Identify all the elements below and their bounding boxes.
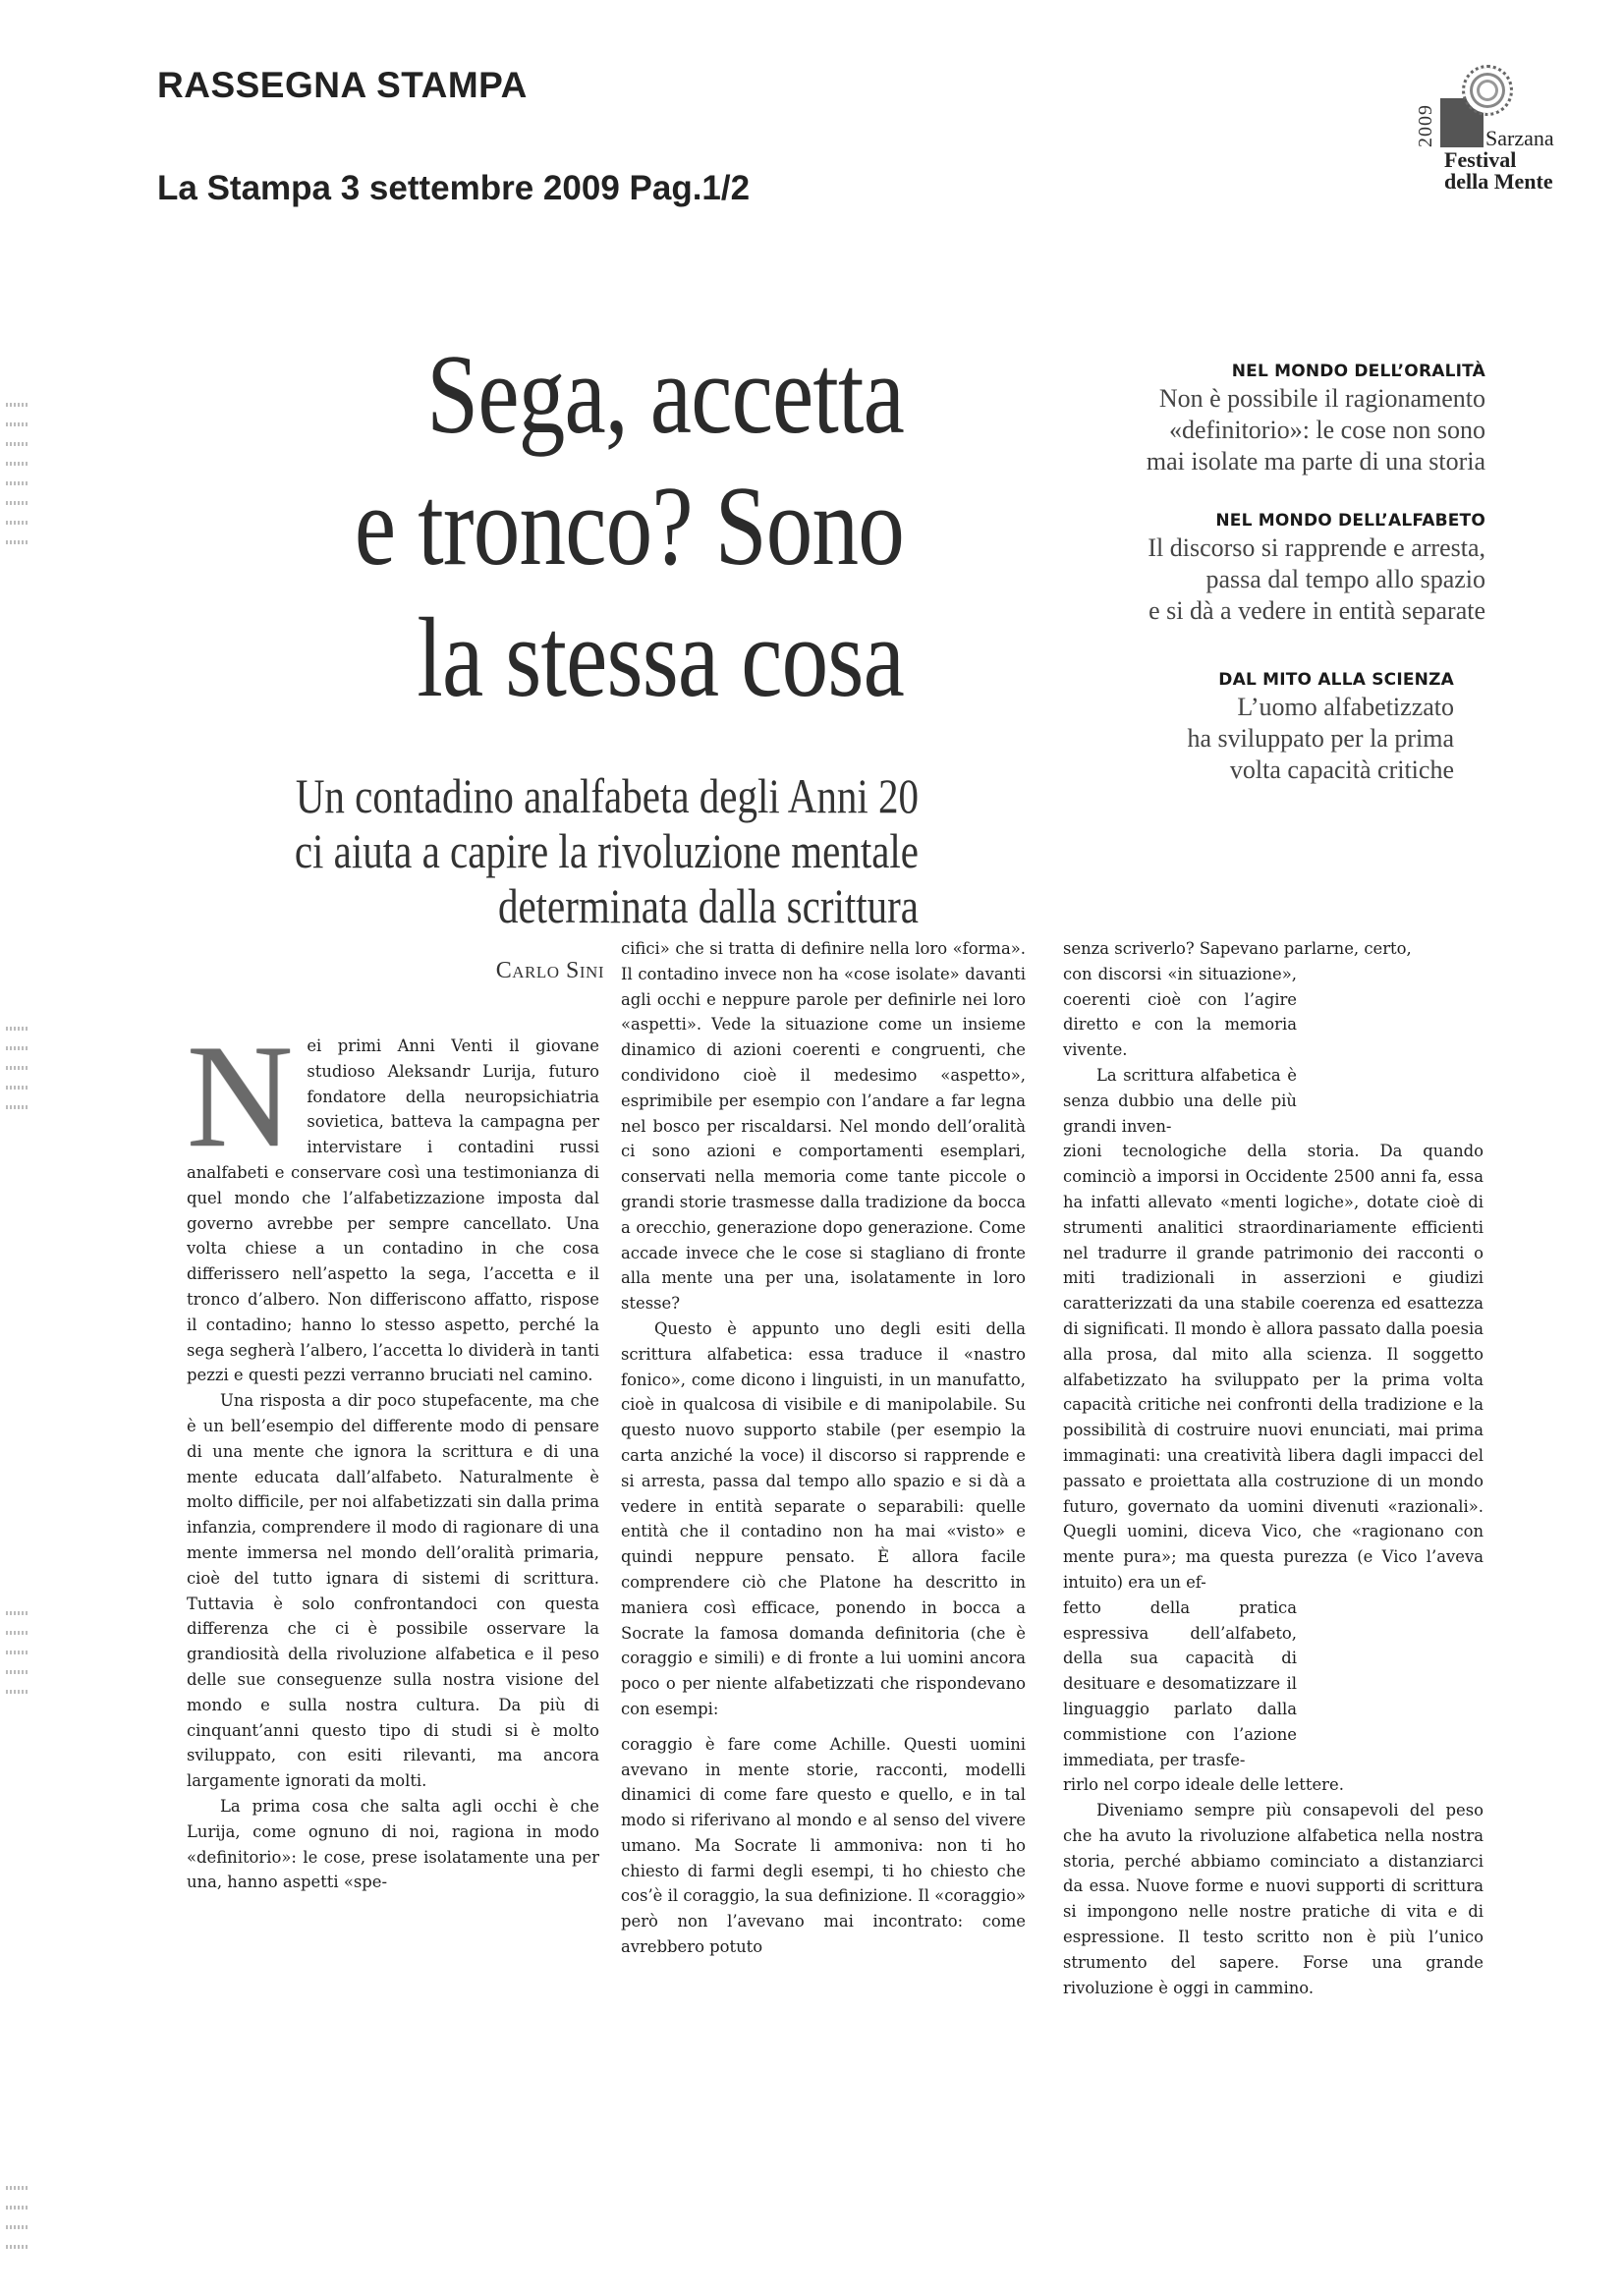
quote-text xyxy=(1081,383,1485,477)
paragraph-text: ei primi Anni Venti il giovane studioso Aleksandr Lurija, futuro fondatore della neuropsichiatria sovietica, batteva la campagna per intervistare i contadini russi analfabeti e conservare così una testimonianza di quel mondo che l’alfabetizzazione imposta dal governo avrebbe per sempre cancellato. Una volta chiese a un contadino in che cosa differissero nell’aspetto la sega, l’accetta e il tronco d’albero. Non differiscono affatto, rispose il contadino; hanno lo stesso aspetto, perché la sega segherà l’albero, l’accetta lo dividerà in tanti pezzi e questi pezzi verranno bruciati nel camino. xyxy=(187,1036,599,1385)
paragraph: fetto della pratica espressiva dell’alfabeto, della sua capacità di desituare e desomatizzare il linguaggio parlato dalla commistione con l’azione immediata, per trasfe- xyxy=(1063,1597,1297,1769)
quote-line: passa dal tempo allo spazio xyxy=(1205,565,1485,593)
paragraph: Una risposta a dir poco stupefacente, ma che è un bell’esempio del differente modo di pensare di una mente che ignora la scrittura e di una mente educata dall’alfabeto. Naturalmente è molto difficile, per noi alfabetizzati sin dalla prima infanzia, comprendere il modo di ragionare di una mente immersa nel mondo dell’oralità primaria, cioè del tutto ignara di sistemi di scrittura. Tuttavia è solo confrontandoci con questa differenza che ci è possibile osservare la grandiosità della rivoluzione alfabetica e il peso delle sue conseguenze sulla nostra visione del mondo e sulla nostra cultura. Da più di cinquant’anni questo tipo di studi si è molto sviluppato, con esiti rilevanti, ma ancora largamente ignorati da molti. xyxy=(187,1391,599,1791)
subheadline-line: ci aiuta a capire la rivoluzione mentale xyxy=(294,823,919,878)
quote-line: mai isolate ma parte di una storia xyxy=(1146,447,1485,476)
scan-margin-marks xyxy=(6,2186,35,2265)
logo-line-2: Festival xyxy=(1444,147,1517,172)
paragraph: cifici» che si tratta di definire nella loro «forma». Il contadino invece non ha «cose isolate» davanti agli occhi e neppure parole per definirle nei loro «aspetti». Vede la situazione come un insieme dinamico di azioni coerenti e congruenti, che condividono cioè il medesimo «aspetto», esprimibile per esempio con l’andare a far legna nel bosco per riscaldarsi. Nel mondo dell’oralità ci sono azioni e comportamenti esemplari, conservati nella memoria come tante piccole o grandi storie trasmesse dalla tradizione da bocca a orecchio, generazione dopo generazione. Come accade invece che le cose si stagliano di fronte alla mente una per una, isolatamente in loro stesse? xyxy=(621,939,1026,1314)
article-subheadline xyxy=(286,768,919,933)
quote-block xyxy=(1081,511,1485,627)
scan-margin-marks xyxy=(6,403,35,560)
quote-line: e si dà a vedere in entità separate xyxy=(1148,596,1485,625)
paragraph: senza scriverlo? Sapevano parlarne, certo, xyxy=(1063,939,1412,958)
quote-block xyxy=(1081,670,1454,786)
quote-title: NEL MONDO DELL’ORALITÀ xyxy=(1231,362,1485,381)
quote-line: «definitorio»: le cose non sono xyxy=(1168,416,1485,444)
quote-line: Non è possibile il ragionamento xyxy=(1158,384,1485,413)
headline-line: Sega, accetta xyxy=(426,332,904,458)
source-date-page: La Stampa 3 settembre 2009 Pag.1/2 xyxy=(157,169,751,207)
paragraph: La scrittura alfabetica è senza dubbio una delle più grandi inven- xyxy=(1063,1065,1297,1136)
quote-line: volta capacità critiche xyxy=(1229,756,1454,784)
quote-block xyxy=(1081,362,1485,477)
article-headline xyxy=(292,329,904,724)
paragraph: rirlo nel corpo ideale delle lettere. xyxy=(1063,1775,1344,1795)
logo-year: 2009 xyxy=(1415,104,1436,147)
author-byline: Carlo Sini xyxy=(495,958,604,983)
scan-margin-marks xyxy=(6,1027,35,1125)
paragraph: Questo è appunto uno degli esiti della scrittura alfabetica: essa traduce il «nastro fonico», come dicono i linguisti, in un manufatto, cioè in qualcosa di visibile e di manipolabile. Su questo nuovo supporto stabile (per esempio la carta anziché la voce) il discorso si rapprende e si arresta, passa dal tempo allo spazio e si dà a vedere in entità separate o separabili: quelle entità che il contadino non ha mai «visto» e quindi neppure pensato. È allora facile comprendere ciò che Platone ha descritto in maniera così efficace, ponendo in bocca a Socrate la famosa domanda definitoria (che è coraggio e simili) e di fronte a lui uomini ancora poco o per niente alfabetizzati che rispondevano con esempi: xyxy=(621,1318,1026,1718)
headline-line: e tronco? Sono xyxy=(354,464,904,589)
quote-title: DAL MITO ALLA SCIENZA xyxy=(1218,670,1454,690)
spiral-icon xyxy=(1462,65,1513,116)
logo-line-3: della Mente xyxy=(1444,169,1553,194)
press-review-title: RASSEGNA STAMPA xyxy=(157,65,528,105)
festival-logo xyxy=(1415,61,1592,194)
quote-title: NEL MONDO DELL’ALFABETO xyxy=(1215,511,1485,531)
drop-cap: N xyxy=(187,1015,294,1178)
paragraph: La prima cosa che salta agli occhi è che Lurija, come ognuno di noi, ragiona in modo «definitorio»: le cose, prese isolatamente una per una, hanno aspetti «spe- xyxy=(187,1796,599,1892)
paragraph xyxy=(187,1015,599,1388)
paragraph: con discorsi «in situazione», coerenti cioè con l’agire diretto e con la memoria vivente. xyxy=(1063,964,1297,1060)
body-column-1 xyxy=(187,1015,599,1895)
sidebar-quotes xyxy=(1081,362,1485,819)
headline-line: la stessa cosa xyxy=(417,595,904,721)
quote-text xyxy=(1081,532,1485,627)
quote-text xyxy=(1081,692,1454,786)
paragraph: zioni tecnologiche della storia. Da quando cominciò a imporsi in Occidente 2500 anni fa, essa ha infatti allevato «menti logiche», dotate cioè di strumenti analitici straordinariamente efficienti nel tradurre il grande patrimonio dei racconti o miti tradizionali in asserzioni e giudizi caratterizzati da una stabile coerenza ed esattezza di significati. Il mondo è allora passato dalla poesia alla prosa, dal mito alla scienza. Il soggetto alfabetizzato ha sviluppato per la prima volta capacità critiche nei confronti della tradizione e la possibilità di costruire nuovi enunciati, mai prima immaginati: una creatività libera dagli impacci del passato e proiettata alla costruzione di un mondo futuro, governato da uomini divenuti «razionali». Quegli uomini, diceva Vico, che «ragionano con mente pura»; ma questa purezza (e Vico l’aveva intuito) era un ef- xyxy=(1063,1142,1484,1592)
body-column-3 xyxy=(1063,936,1484,2000)
quote-line: L’uomo alfabetizzato xyxy=(1237,693,1454,721)
body-column-2 xyxy=(621,936,1026,1960)
subheadline-line: Un contadino analfabeta degli Anni 20 xyxy=(295,768,919,823)
paragraph: coraggio è fare come Achille. Questi uomini avevano in mente storie, racconti, modelli dinamici di come fare questo e quello, e in tal modo si riferivano al mondo e al senso del vivere umano. Ma Socrate li ammoniva: non ti ho chiesto di farmi degli esempi, ti ho chiesto che cos’è il coraggio, la sua definizione. Il «coraggio» però non l’avevano mai incontrato: come avrebbero potuto xyxy=(621,1734,1026,1957)
quote-line: Il discorso si rapprende e arresta, xyxy=(1148,533,1485,562)
paragraph: Diveniamo sempre più consapevoli del peso che ha avuto la rivoluzione alfabetica nella nostra storia, perché abbiamo cominciato a distanziarci da essa. Nuove forme e nuovi supporti di scrittura si impongono nelle nostre pratiche di vita e di espressione. Il testo scritto non è più l’unico strumento del sapere. Forse una grande rivoluzione è oggi in cammino. xyxy=(1063,1801,1484,1997)
quote-line: ha sviluppato per la prima xyxy=(1187,724,1454,753)
scan-margin-marks xyxy=(6,1611,35,1709)
logo-line-1: Sarzana xyxy=(1485,126,1554,150)
subheadline-line: determinata dalla scrittura xyxy=(497,878,919,933)
